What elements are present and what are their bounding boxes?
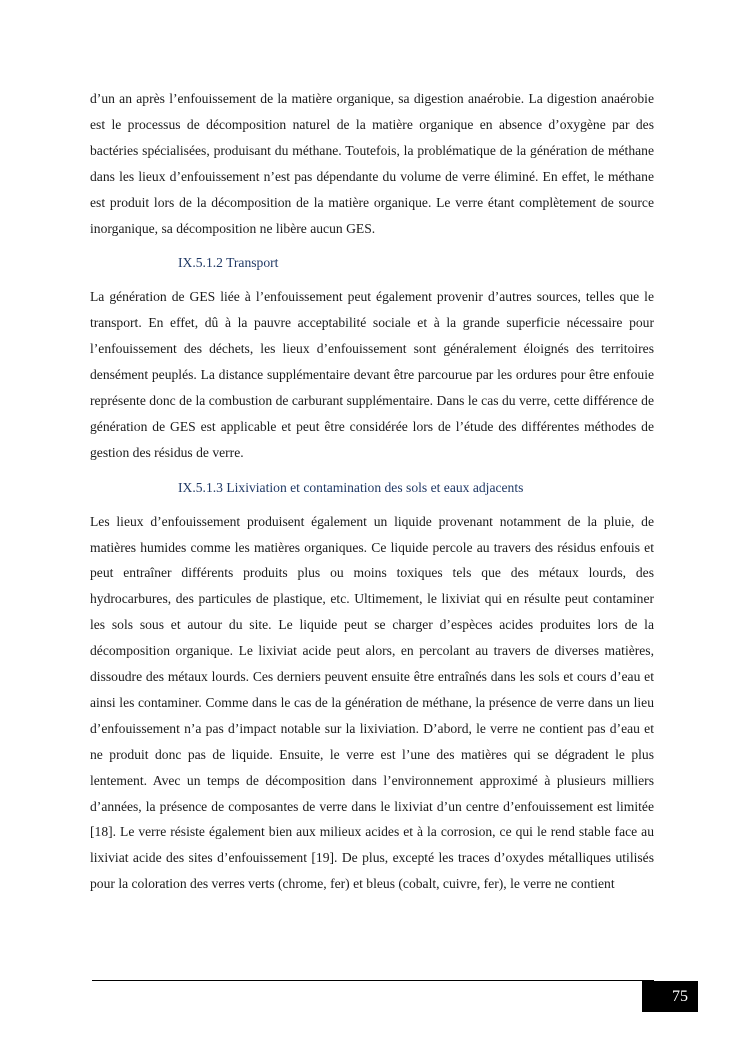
section-heading-transport: IX.5.1.2 Transport [178,255,279,271]
document-body [90,86,654,897]
page-number: 75 [642,981,698,1012]
paragraph-lixiviation: Les lieux d’enfouissement produisent également un liquide provenant notamment de la pluie, de matières humides comme les matières organiques. Ce liquide percole au travers des résidus enfouis et peut entraîner différents produits plus ou moins toxiques tels que des métaux lourds, des hydrocarbures, des particules de plastique, etc. Ultimement, le lixiviat qui en résulte peut contaminer les sols sous et autour du site. Le liquide peut se charger d’espèces acides produites lors de la décomposition organique. Le lixiviat acide peut alors, en percolant au travers de diverses matières, dissoudre des métaux lourds. Ces derniers peuvent ensuite être entraînés dans les sols et cours d’eau et ainsi les contaminer. Comme dans le cas de la génération de méthane, la présence de verre dans un lieu d’enfouissement n’a pas d’impact notable sur la lixiviation. D’abord, le verre ne contient pas d’eau et ne produit donc pas de liquide. Ensuite, le verre est l’une des matières qui se dégradent le plus lentement. Avec un temps de décomposition dans l’environnement approximé à plusieurs milliers d’années, la présence de composantes de verre dans le lixiviat d’un centre d’enfouissement est limitée [18]. Le verre résiste également bien aux milieux acides et à la corrosion, ce qui le rend stable face au lixiviat acide des sites d’enfouissement [19]. De plus, excepté les traces d’oxydes métalliques utilisés pour la coloration des verres verts (chrome, fer) et bleus (cobalt, cuivre, fer), le verre ne contient [90,513,654,892]
footer-divider [92,980,654,981]
paragraph-transport: La génération de GES liée à l’enfouissement peut également provenir d’autres sources, telles que le transport. En effet, dû à la pauvre acceptabilité sociale et à la grande superficie nécessaire pour l’enfouissement des déchets, les lieux d’enfouissement sont généralement éloignés des territoires densément peuplés. La distance supplémentaire devant être parcourue par les ordures pour être enfouie représente donc de la combustion de carburant supplémentaire. Dans le cas du verre, cette différence de génération de GES est applicable et peut être considérée lors de l’étude des différentes méthodes de gestion des résidus de verre. [90,289,654,460]
section-heading-lixiviation: IX.5.1.3 Lixiviation et contamination des sols et eaux adjacents [178,479,524,495]
paragraph-digestion: d’un an après l’enfouissement de la matière organique, sa digestion anaérobie. La digestion anaérobie est le processus de décomposition naturel de la matière organique en absence d’oxygène par des bactéries spécialisées, produisant du méthane. Toutefois, la problématique de la génération de méthane dans les lieux d’enfouissement n’est pas dépendante du volume de verre éliminé. En effet, le méthane est produit lors de la décomposition de la matière organique. Le verre étant complètement de source inorganique, sa décomposition ne libère aucun GES. [90,91,654,236]
